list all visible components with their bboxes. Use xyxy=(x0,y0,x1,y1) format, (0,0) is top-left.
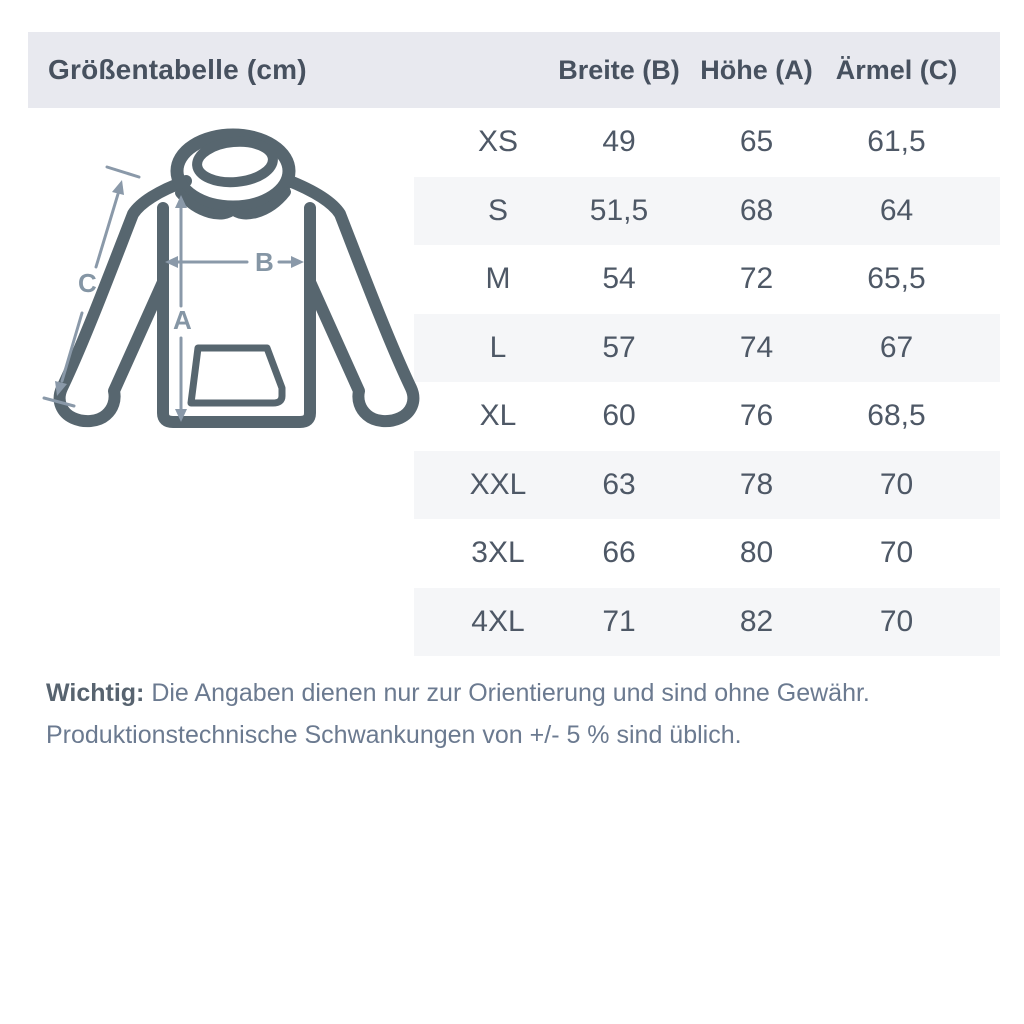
table-header xyxy=(28,32,1000,108)
table-row-l xyxy=(414,314,1000,383)
table-row-3xl xyxy=(414,519,1000,588)
size-label: XS xyxy=(477,125,519,159)
footnote-bold: Wichtig: xyxy=(46,679,145,707)
measurement-value: 72 xyxy=(739,262,774,296)
page-title: Größentabelle (cm) xyxy=(48,54,307,85)
measurement-value: 61,5 xyxy=(867,125,926,159)
measurement-value: 63 xyxy=(602,467,636,501)
measurement-value: 71 xyxy=(602,604,636,638)
size-label: L xyxy=(489,330,507,364)
measurement-value: 78 xyxy=(739,467,774,501)
footnote-line1-text: Die Angaben dienen nur zur Orientierung und sind ohne Gewähr. xyxy=(144,679,870,707)
measurement-value: 51,5 xyxy=(589,193,649,227)
measurement-value: 82 xyxy=(739,604,774,638)
hoodie-measurement-diagram xyxy=(30,120,420,450)
label-b: B xyxy=(255,247,274,277)
measurement-value: 68 xyxy=(739,193,774,227)
table-row-xs xyxy=(414,108,1000,177)
label-a: A xyxy=(173,305,192,335)
column-header-hoehe: Höhe (A) xyxy=(700,54,813,85)
label-c: C xyxy=(78,268,97,298)
measurement-value: 64 xyxy=(879,193,914,227)
measurement-value: 70 xyxy=(879,467,914,501)
table-row-s xyxy=(414,177,1000,246)
size-label: M xyxy=(485,262,511,296)
size-label: XXL xyxy=(469,467,527,501)
size-label: 3XL xyxy=(471,536,525,570)
measurement-value: 74 xyxy=(739,330,774,364)
size-label: XL xyxy=(479,399,517,433)
measurement-value: 70 xyxy=(879,604,914,638)
hood-inner-ring xyxy=(195,139,274,185)
measurement-value: 80 xyxy=(739,536,774,570)
measurement-value: 54 xyxy=(602,262,636,296)
column-header-aermel: Ärmel (C) xyxy=(835,54,958,85)
measurement-value: 66 xyxy=(602,536,636,570)
dimension-arrow-b xyxy=(165,256,304,268)
measurement-value: 60 xyxy=(602,399,636,433)
table-row-xl xyxy=(414,382,1000,451)
column-header-spacer xyxy=(414,32,554,108)
measurement-value: 49 xyxy=(602,125,636,159)
footnote-line2: Produktionstechnische Schwankungen von +/- 5 % sind üblich. xyxy=(46,721,742,749)
size-table-body xyxy=(414,108,1000,656)
measurement-value: 70 xyxy=(879,536,914,570)
footnote xyxy=(46,672,986,756)
measurement-value: 67 xyxy=(879,330,914,364)
column-headers xyxy=(414,32,1000,108)
measurement-value: 65,5 xyxy=(867,262,926,296)
column-header-breite: Breite (B) xyxy=(558,54,680,85)
measurement-value: 68,5 xyxy=(867,399,926,433)
footnote-line1 xyxy=(46,672,986,714)
size-label: 4XL xyxy=(471,604,525,638)
measurement-value: 57 xyxy=(602,330,636,364)
measurement-value: 65 xyxy=(739,125,774,159)
measurement-value: 76 xyxy=(739,399,774,433)
size-label: S xyxy=(487,193,508,227)
table-row-m xyxy=(414,245,1000,314)
kangaroo-pocket xyxy=(191,348,282,403)
table-row-xxl xyxy=(414,451,1000,520)
table-row-4xl xyxy=(414,588,1000,657)
